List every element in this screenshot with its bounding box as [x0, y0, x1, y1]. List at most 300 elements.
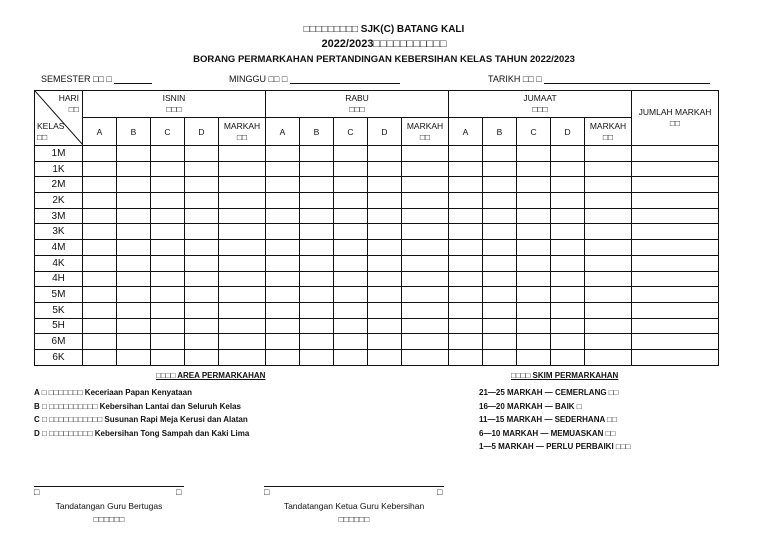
day-cn: □□□	[166, 104, 182, 114]
left-tick-start: □	[34, 487, 40, 497]
score-cell[interactable]	[334, 224, 368, 240]
score-cell[interactable]	[300, 271, 334, 287]
score-cell[interactable]	[632, 302, 719, 318]
score-cell[interactable]	[83, 177, 117, 193]
score-cell[interactable]	[402, 334, 449, 350]
score-cell[interactable]	[266, 146, 300, 162]
score-cell[interactable]	[368, 255, 402, 271]
sub-col-b: B	[117, 118, 151, 146]
scoring-table	[34, 90, 719, 366]
corner-kelas-label	[37, 121, 64, 143]
score-cell[interactable]	[402, 255, 449, 271]
day-header-isnin	[83, 91, 266, 118]
score-cell[interactable]	[266, 224, 300, 240]
score-cell[interactable]	[632, 193, 719, 209]
area-list	[34, 386, 249, 440]
score-cell[interactable]	[151, 287, 185, 303]
score-cell[interactable]	[632, 271, 719, 287]
class-label: 5H	[35, 318, 83, 334]
score-cell[interactable]	[334, 255, 368, 271]
right-signature-cn: □□□□□□	[338, 514, 370, 524]
score-cell[interactable]	[551, 240, 585, 256]
score-cell[interactable]	[483, 302, 517, 318]
tarikh-label: TARIKH □□ □	[488, 74, 542, 84]
score-cell[interactable]	[402, 208, 449, 224]
score-cell[interactable]	[585, 240, 632, 256]
score-cell[interactable]	[551, 287, 585, 303]
score-cell[interactable]	[517, 271, 551, 287]
score-cell[interactable]	[449, 193, 483, 209]
skim-title-text: □□□□ SKIM PERMARKAHAN	[511, 371, 619, 380]
score-cell[interactable]	[117, 271, 151, 287]
left-signature-line	[34, 486, 184, 487]
score-cell[interactable]	[219, 318, 266, 334]
score-cell[interactable]	[83, 287, 117, 303]
score-cell[interactable]	[483, 240, 517, 256]
day-name: JUMAAT	[523, 93, 557, 103]
score-cell[interactable]	[585, 334, 632, 350]
score-cell[interactable]	[151, 255, 185, 271]
score-cell[interactable]	[517, 146, 551, 162]
score-cell[interactable]	[117, 146, 151, 162]
score-cell[interactable]	[219, 177, 266, 193]
minggu-label: MINGGU □□ □	[229, 74, 288, 84]
score-cell[interactable]	[585, 349, 632, 365]
score-cell[interactable]	[83, 193, 117, 209]
tarikh-blank	[544, 73, 710, 84]
score-cell[interactable]	[483, 193, 517, 209]
area-title	[156, 371, 265, 380]
score-cell[interactable]	[585, 255, 632, 271]
score-cell[interactable]	[517, 240, 551, 256]
score-cell[interactable]	[185, 224, 219, 240]
score-cell[interactable]	[368, 287, 402, 303]
score-cell[interactable]	[266, 318, 300, 334]
score-cell[interactable]	[334, 193, 368, 209]
score-cell[interactable]	[83, 208, 117, 224]
corner-hari-label	[59, 93, 79, 115]
score-cell[interactable]	[185, 271, 219, 287]
class-label: 2M	[35, 177, 83, 193]
score-cell[interactable]	[585, 287, 632, 303]
score-cell[interactable]	[219, 224, 266, 240]
score-cell[interactable]	[632, 318, 719, 334]
sub-col-a: A	[266, 118, 300, 146]
score-cell[interactable]	[266, 349, 300, 365]
sub-col-b: B	[300, 118, 334, 146]
score-cell[interactable]	[483, 255, 517, 271]
score-cell[interactable]	[266, 334, 300, 350]
corner-hari-text: HARI	[58, 93, 79, 103]
score-cell[interactable]	[632, 208, 719, 224]
table-row	[35, 334, 719, 350]
score-cell[interactable]	[185, 302, 219, 318]
score-cell[interactable]	[585, 161, 632, 177]
score-cell[interactable]	[368, 224, 402, 240]
score-cell[interactable]	[517, 161, 551, 177]
right-signature-block	[264, 501, 444, 524]
corner-hari-cn: □□	[68, 104, 79, 114]
score-cell[interactable]	[219, 208, 266, 224]
score-cell[interactable]	[117, 193, 151, 209]
score-cell[interactable]	[551, 302, 585, 318]
score-cell[interactable]	[151, 161, 185, 177]
markah-label: MARKAH	[223, 120, 261, 131]
score-cell[interactable]	[151, 334, 185, 350]
score-cell[interactable]	[83, 161, 117, 177]
left-signature-label: Tandatangan Guru Bertugas	[55, 501, 163, 511]
score-cell[interactable]	[83, 318, 117, 334]
score-cell[interactable]	[219, 161, 266, 177]
score-cell[interactable]	[632, 287, 719, 303]
score-cell[interactable]	[585, 208, 632, 224]
score-cell[interactable]	[185, 255, 219, 271]
score-cell[interactable]	[300, 334, 334, 350]
score-cell[interactable]	[551, 349, 585, 365]
day-header-jumaat	[449, 91, 632, 118]
score-cell[interactable]	[483, 318, 517, 334]
score-cell[interactable]	[151, 318, 185, 334]
sub-col-a: A	[83, 118, 117, 146]
score-cell[interactable]	[83, 334, 117, 350]
score-cell[interactable]	[585, 193, 632, 209]
score-cell[interactable]	[151, 302, 185, 318]
score-cell[interactable]	[483, 161, 517, 177]
score-cell[interactable]	[266, 287, 300, 303]
score-cell[interactable]	[219, 146, 266, 162]
score-cell[interactable]	[402, 193, 449, 209]
table-row	[35, 240, 719, 256]
sub-col-d: D	[551, 118, 585, 146]
score-cell[interactable]	[83, 271, 117, 287]
table-row	[35, 271, 719, 287]
score-cell[interactable]	[483, 208, 517, 224]
score-cell[interactable]	[517, 334, 551, 350]
score-cell[interactable]	[517, 255, 551, 271]
score-cell[interactable]	[551, 271, 585, 287]
semester-field	[41, 73, 152, 84]
score-cell[interactable]	[632, 334, 719, 350]
score-cell[interactable]	[334, 177, 368, 193]
score-cell[interactable]	[300, 287, 334, 303]
skim-title	[511, 371, 618, 380]
score-cell[interactable]	[151, 193, 185, 209]
score-cell[interactable]	[300, 146, 334, 162]
score-cell[interactable]	[219, 349, 266, 365]
score-cell[interactable]	[83, 240, 117, 256]
class-label: 6K	[35, 349, 83, 365]
table-row	[35, 255, 719, 271]
score-cell[interactable]	[83, 349, 117, 365]
right-signature-label: Tandatangan Ketua Guru Kebersihan	[283, 501, 425, 511]
score-cell[interactable]	[368, 161, 402, 177]
score-cell[interactable]	[185, 240, 219, 256]
score-cell[interactable]	[402, 240, 449, 256]
score-cell[interactable]	[483, 334, 517, 350]
semester-label: SEMESTER □□ □	[41, 74, 112, 84]
score-cell[interactable]	[334, 318, 368, 334]
score-cell[interactable]	[83, 224, 117, 240]
score-cell[interactable]	[449, 224, 483, 240]
score-cell[interactable]	[483, 224, 517, 240]
area-item: D □ □□□□□□□□□ Kebersihan Tong Sampah dan Kaki Lima	[34, 428, 250, 438]
score-cell[interactable]	[219, 302, 266, 318]
score-cell[interactable]	[449, 302, 483, 318]
score-cell[interactable]	[334, 334, 368, 350]
score-cell[interactable]	[368, 240, 402, 256]
score-cell[interactable]	[402, 224, 449, 240]
score-cell[interactable]	[585, 224, 632, 240]
score-cell[interactable]	[334, 287, 368, 303]
jumlah-markah-header	[632, 91, 719, 146]
score-cell[interactable]	[632, 349, 719, 365]
score-cell[interactable]	[449, 271, 483, 287]
score-cell[interactable]	[517, 349, 551, 365]
score-cell[interactable]	[368, 318, 402, 334]
score-cell[interactable]	[117, 287, 151, 303]
skim-item: 11—15 MARKAH — SEDERHANA □□	[479, 415, 617, 424]
score-cell[interactable]	[117, 318, 151, 334]
score-cell[interactable]	[368, 177, 402, 193]
score-cell[interactable]	[632, 255, 719, 271]
skim-item: 1—5 MARKAH — PERLU PERBAIKI □□□	[479, 442, 631, 451]
score-cell[interactable]	[185, 146, 219, 162]
score-cell[interactable]	[185, 177, 219, 193]
score-cell[interactable]	[83, 255, 117, 271]
score-cell[interactable]	[151, 224, 185, 240]
score-cell[interactable]	[632, 240, 719, 256]
score-cell[interactable]	[151, 271, 185, 287]
score-cell[interactable]	[151, 146, 185, 162]
score-cell[interactable]	[517, 177, 551, 193]
score-cell[interactable]	[117, 208, 151, 224]
score-cell[interactable]	[117, 240, 151, 256]
score-cell[interactable]	[266, 271, 300, 287]
score-cell[interactable]	[402, 287, 449, 303]
score-cell[interactable]	[368, 193, 402, 209]
area-item: C □ □□□□□□□□□□□ Susunan Rapi Meja Kerusi dan Alatan	[34, 415, 248, 424]
score-cell[interactable]	[551, 255, 585, 271]
score-cell[interactable]	[585, 302, 632, 318]
score-cell[interactable]	[219, 255, 266, 271]
table-row	[35, 208, 719, 224]
minggu-field	[229, 73, 400, 84]
score-cell[interactable]	[551, 208, 585, 224]
class-label: 1K	[35, 161, 83, 177]
score-cell[interactable]	[517, 208, 551, 224]
score-cell[interactable]	[219, 334, 266, 350]
score-cell[interactable]	[266, 240, 300, 256]
score-cell[interactable]	[151, 349, 185, 365]
score-cell[interactable]	[402, 302, 449, 318]
sub-col-a: A	[449, 118, 483, 146]
right-tick-end: □	[437, 487, 443, 497]
score-cell[interactable]	[551, 193, 585, 209]
score-cell[interactable]	[585, 318, 632, 334]
score-cell[interactable]	[219, 193, 266, 209]
score-cell[interactable]	[449, 208, 483, 224]
score-cell[interactable]	[368, 349, 402, 365]
score-cell[interactable]	[300, 177, 334, 193]
score-cell[interactable]	[449, 240, 483, 256]
class-label: 3K	[35, 224, 83, 240]
score-cell[interactable]	[449, 146, 483, 162]
semester-blank	[114, 73, 152, 84]
score-cell[interactable]	[185, 349, 219, 365]
class-label: 4K	[35, 255, 83, 271]
class-label: 5M	[35, 287, 83, 303]
score-cell[interactable]	[585, 271, 632, 287]
score-cell[interactable]	[151, 177, 185, 193]
score-cell[interactable]	[300, 302, 334, 318]
score-cell[interactable]	[266, 302, 300, 318]
score-cell[interactable]	[185, 334, 219, 350]
score-cell[interactable]	[449, 255, 483, 271]
score-cell[interactable]	[300, 240, 334, 256]
score-cell[interactable]	[300, 193, 334, 209]
score-cell[interactable]	[185, 208, 219, 224]
score-cell[interactable]	[117, 255, 151, 271]
score-cell[interactable]	[368, 334, 402, 350]
score-cell[interactable]	[117, 302, 151, 318]
score-cell[interactable]	[266, 161, 300, 177]
markah-cn: □□	[419, 131, 431, 142]
score-cell[interactable]	[368, 146, 402, 162]
score-cell[interactable]	[300, 255, 334, 271]
table-row	[35, 349, 719, 365]
score-cell[interactable]	[266, 193, 300, 209]
score-cell[interactable]	[83, 302, 117, 318]
score-cell[interactable]	[368, 208, 402, 224]
jumlah-cn: □□	[669, 118, 681, 128]
score-cell[interactable]	[151, 208, 185, 224]
score-cell[interactable]	[632, 146, 719, 162]
score-cell[interactable]	[83, 146, 117, 162]
score-cell[interactable]	[517, 224, 551, 240]
score-cell[interactable]	[551, 318, 585, 334]
score-cell[interactable]	[551, 177, 585, 193]
day-cn: □□□	[532, 104, 548, 114]
score-cell[interactable]	[334, 349, 368, 365]
score-cell[interactable]	[300, 208, 334, 224]
score-cell[interactable]	[219, 287, 266, 303]
score-cell[interactable]	[334, 161, 368, 177]
score-cell[interactable]	[449, 287, 483, 303]
score-cell[interactable]	[483, 287, 517, 303]
score-cell[interactable]	[449, 349, 483, 365]
score-cell[interactable]	[334, 208, 368, 224]
class-label: 2K	[35, 193, 83, 209]
markah-header	[402, 118, 449, 146]
score-cell[interactable]	[300, 349, 334, 365]
score-cell[interactable]	[585, 177, 632, 193]
score-cell[interactable]	[449, 161, 483, 177]
score-cell[interactable]	[300, 224, 334, 240]
score-cell[interactable]	[334, 271, 368, 287]
score-cell[interactable]	[517, 318, 551, 334]
right-signature-line	[264, 486, 444, 487]
score-cell[interactable]	[402, 146, 449, 162]
score-cell[interactable]	[219, 271, 266, 287]
score-cell[interactable]	[300, 161, 334, 177]
class-label: 1M	[35, 146, 83, 162]
score-cell[interactable]	[266, 255, 300, 271]
header-school-name: □□□□□□□□□ SJK(C) BATANG KALI	[303, 24, 465, 35]
score-cell[interactable]	[449, 318, 483, 334]
score-cell[interactable]	[185, 161, 219, 177]
score-cell[interactable]	[151, 240, 185, 256]
class-label: 4H	[35, 271, 83, 287]
jumlah-label: JUMLAH MARKAH	[638, 107, 712, 117]
day-name: ISNIN	[162, 93, 186, 103]
score-cell[interactable]	[334, 302, 368, 318]
score-cell[interactable]	[402, 271, 449, 287]
score-cell[interactable]	[517, 193, 551, 209]
score-cell[interactable]	[117, 177, 151, 193]
score-cell[interactable]	[483, 271, 517, 287]
score-cell[interactable]	[632, 161, 719, 177]
score-cell[interactable]	[334, 240, 368, 256]
score-cell[interactable]	[266, 208, 300, 224]
score-cell[interactable]	[483, 177, 517, 193]
score-cell[interactable]	[402, 318, 449, 334]
corner-kelas-cn: □□	[37, 132, 48, 142]
score-cell[interactable]	[219, 240, 266, 256]
score-cell[interactable]	[266, 177, 300, 193]
score-cell[interactable]	[402, 161, 449, 177]
markah-cn: □□	[236, 131, 248, 142]
markah-label: MARKAH	[589, 120, 627, 131]
skim-item: 6—10 MARKAH — MEMUASKAN □□	[479, 428, 616, 438]
score-cell[interactable]	[483, 146, 517, 162]
sub-col-c: C	[151, 118, 185, 146]
score-cell[interactable]	[117, 349, 151, 365]
score-cell[interactable]	[185, 287, 219, 303]
score-cell[interactable]	[300, 318, 334, 334]
sub-col-c: C	[334, 118, 368, 146]
score-cell[interactable]	[449, 177, 483, 193]
score-cell[interactable]	[517, 302, 551, 318]
score-cell[interactable]	[368, 302, 402, 318]
score-cell[interactable]	[185, 318, 219, 334]
score-cell[interactable]	[551, 224, 585, 240]
day-header-rabu	[266, 91, 449, 118]
score-cell[interactable]	[334, 146, 368, 162]
minggu-blank	[290, 73, 400, 84]
table-row	[35, 161, 719, 177]
score-cell[interactable]	[517, 287, 551, 303]
score-cell[interactable]	[632, 177, 719, 193]
score-cell[interactable]	[551, 161, 585, 177]
corner-kelas-text: KELAS	[37, 121, 65, 131]
score-cell[interactable]	[551, 334, 585, 350]
score-cell[interactable]	[585, 146, 632, 162]
score-cell[interactable]	[368, 271, 402, 287]
score-cell[interactable]	[483, 349, 517, 365]
score-cell[interactable]	[449, 334, 483, 350]
score-cell[interactable]	[117, 161, 151, 177]
score-cell[interactable]	[117, 334, 151, 350]
score-cell[interactable]	[185, 193, 219, 209]
class-label: 3M	[35, 208, 83, 224]
score-cell[interactable]	[117, 224, 151, 240]
score-cell[interactable]	[632, 224, 719, 240]
table-row	[35, 287, 719, 303]
score-cell[interactable]	[551, 146, 585, 162]
sub-col-b: B	[483, 118, 517, 146]
score-cell[interactable]	[402, 349, 449, 365]
score-cell[interactable]	[402, 177, 449, 193]
